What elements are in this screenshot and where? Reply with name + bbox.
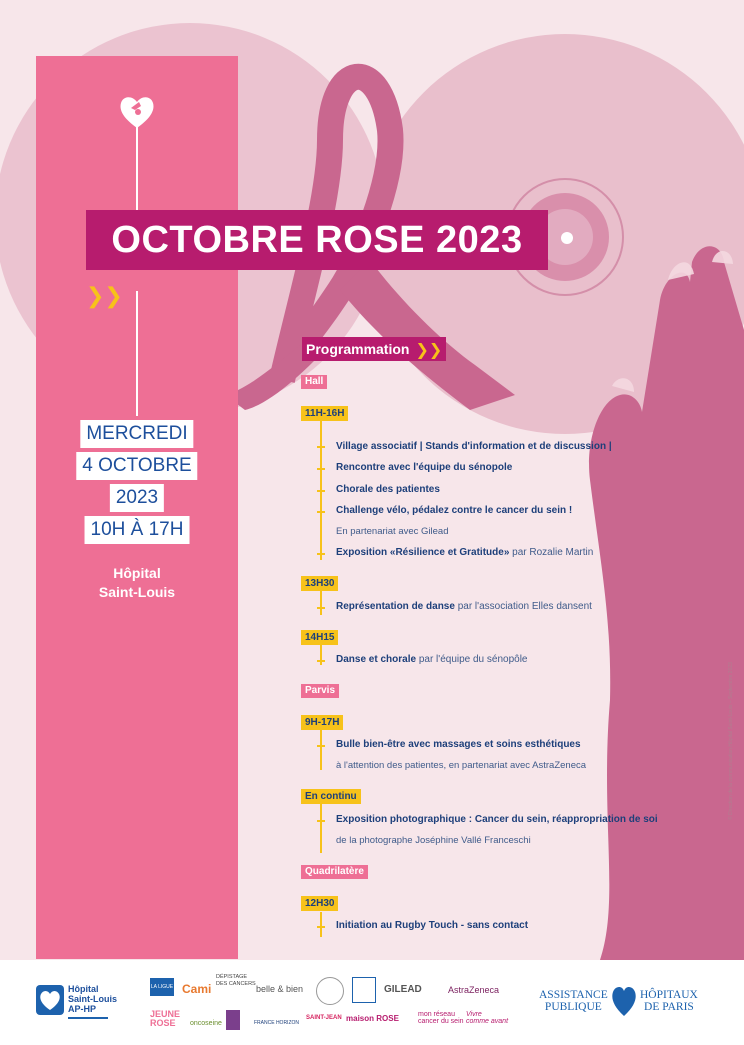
timeline-dash <box>317 607 325 609</box>
partner-logo-belle-et-bien: belle & bien <box>256 984 304 994</box>
date-weekday: MERCREDI <box>80 420 193 448</box>
partner-logo-square <box>226 1010 240 1030</box>
timeline-line <box>320 803 322 853</box>
time-slot: 11H-16H <box>301 406 348 421</box>
time-slot: 12H30 <box>301 896 338 911</box>
programme-label: Programmation <box>306 341 410 357</box>
aphp-heart-icon <box>610 982 638 1018</box>
date-hours: 10H À 17H <box>85 516 190 544</box>
partner-logo-astrazeneca: AstraZeneca <box>448 985 500 995</box>
event-item: Chorale des patientes <box>336 484 440 495</box>
event-item: Représentation de danse par l'association Elles dansent <box>336 601 592 612</box>
partner-logo-gilead: GILEAD <box>384 984 422 995</box>
heart-logo-icon <box>117 92 157 132</box>
time-slot: 13H30 <box>301 576 338 591</box>
date-day-month: 4 OCTOBRE <box>76 452 197 480</box>
nipple-dot <box>561 232 573 244</box>
timeline-dash <box>317 511 325 513</box>
timeline-dash <box>317 926 325 928</box>
time-slot: 14H15 <box>301 630 338 645</box>
event-item: Exposition photographique : Cancer du sein, réappropriation de soi <box>336 814 658 825</box>
programme-chevron-icon: ❯❯ <box>415 339 443 359</box>
event-item: Rencontre avec l'équipe du sénopole <box>336 462 513 473</box>
timeline-dash <box>317 820 325 822</box>
side-column <box>36 56 238 959</box>
event-item: Exposition «Résilience et Gratitude» par Rozalie Martin <box>336 547 594 558</box>
location-quadrilatere: Quadrilatère <box>301 865 368 879</box>
date-year: 2023 <box>110 484 164 512</box>
partner-logo-badge <box>352 977 376 1003</box>
hospital-logo-icon <box>36 985 64 1015</box>
footer <box>0 960 744 1045</box>
event-detail: En partenariat avec Gilead <box>336 526 449 537</box>
event-detail: à l'attention des patientes, en partenariat avec AstraZeneca <box>336 760 587 771</box>
timeline-line <box>320 912 322 937</box>
partner-logo-mon-reseau: mon réseau cancer du sein <box>418 1011 464 1025</box>
timeline-dash <box>317 660 325 662</box>
partner-logo-round <box>316 977 344 1005</box>
partner-logo-oncoseine: oncoseine <box>190 1020 222 1027</box>
partner-logo-depistage: DÉPISTAGE DES CANCERS <box>216 974 256 987</box>
aphp-logo-right: HÔPITAUX DE PARIS <box>640 989 698 1013</box>
time-slot: En continu <box>301 789 361 804</box>
title-banner <box>86 210 548 270</box>
partner-logo-cami: Cami <box>182 982 212 996</box>
hospital-logo-text: Hôpital Saint-Louis AP-HP <box>68 984 117 1014</box>
event-detail: de la photographe Joséphine Vallé Franceschi <box>336 835 531 846</box>
event-item: Initiation au Rugby Touch - sans contact <box>336 920 529 931</box>
partner-logo-maison-rose: maison ROSE <box>346 1014 399 1023</box>
event-item: Bulle bien-être avec massages et soins esthétiques <box>336 739 581 750</box>
timeline-dash <box>317 490 325 492</box>
programme-badge <box>302 337 446 361</box>
location-hall: Hall <box>301 375 327 389</box>
timeline-dash <box>317 468 325 470</box>
partner-logo-saint-jean: SAINT-JEAN <box>306 1015 342 1021</box>
aphp-logo-left: ASSISTANCE PUBLIQUE <box>539 989 608 1013</box>
event-item: Danse et chorale par l'équipe du sénopôle <box>336 654 528 665</box>
timeline-dash <box>317 553 325 555</box>
partner-logo-vivre: Vivre comme avant <box>466 1011 509 1025</box>
partner-logo-ligue: LA LIGUE <box>150 978 174 996</box>
credit-line: © Direction de la communication Hôpital Saint-Louis – Septembre 2023 <box>728 662 734 820</box>
partner-logo-france-horizon: FRANCE HORIZON <box>254 1020 299 1026</box>
timeline-dash <box>317 446 325 448</box>
venue-line-1: Hôpital <box>113 565 161 581</box>
timeline-dash <box>317 745 325 747</box>
venue-line-2: Saint-Louis <box>98 584 176 600</box>
title-chevron-icon: ❯❯ <box>86 284 123 309</box>
partner-logo-jeune-rose: JEUNE ROSE <box>150 1009 181 1028</box>
event-item: Challenge vélo, pédalez contre le cancer du sein ! <box>336 505 573 516</box>
time-slot: 9H-17H <box>301 715 343 730</box>
timeline-line <box>320 730 322 770</box>
column-line-bottom <box>136 291 138 416</box>
page-title: OCTOBRE ROSE 2023 <box>111 218 523 261</box>
location-parvis: Parvis <box>301 684 339 698</box>
event-item: Village associatif | Stands d'information et de discussion | <box>336 441 612 452</box>
